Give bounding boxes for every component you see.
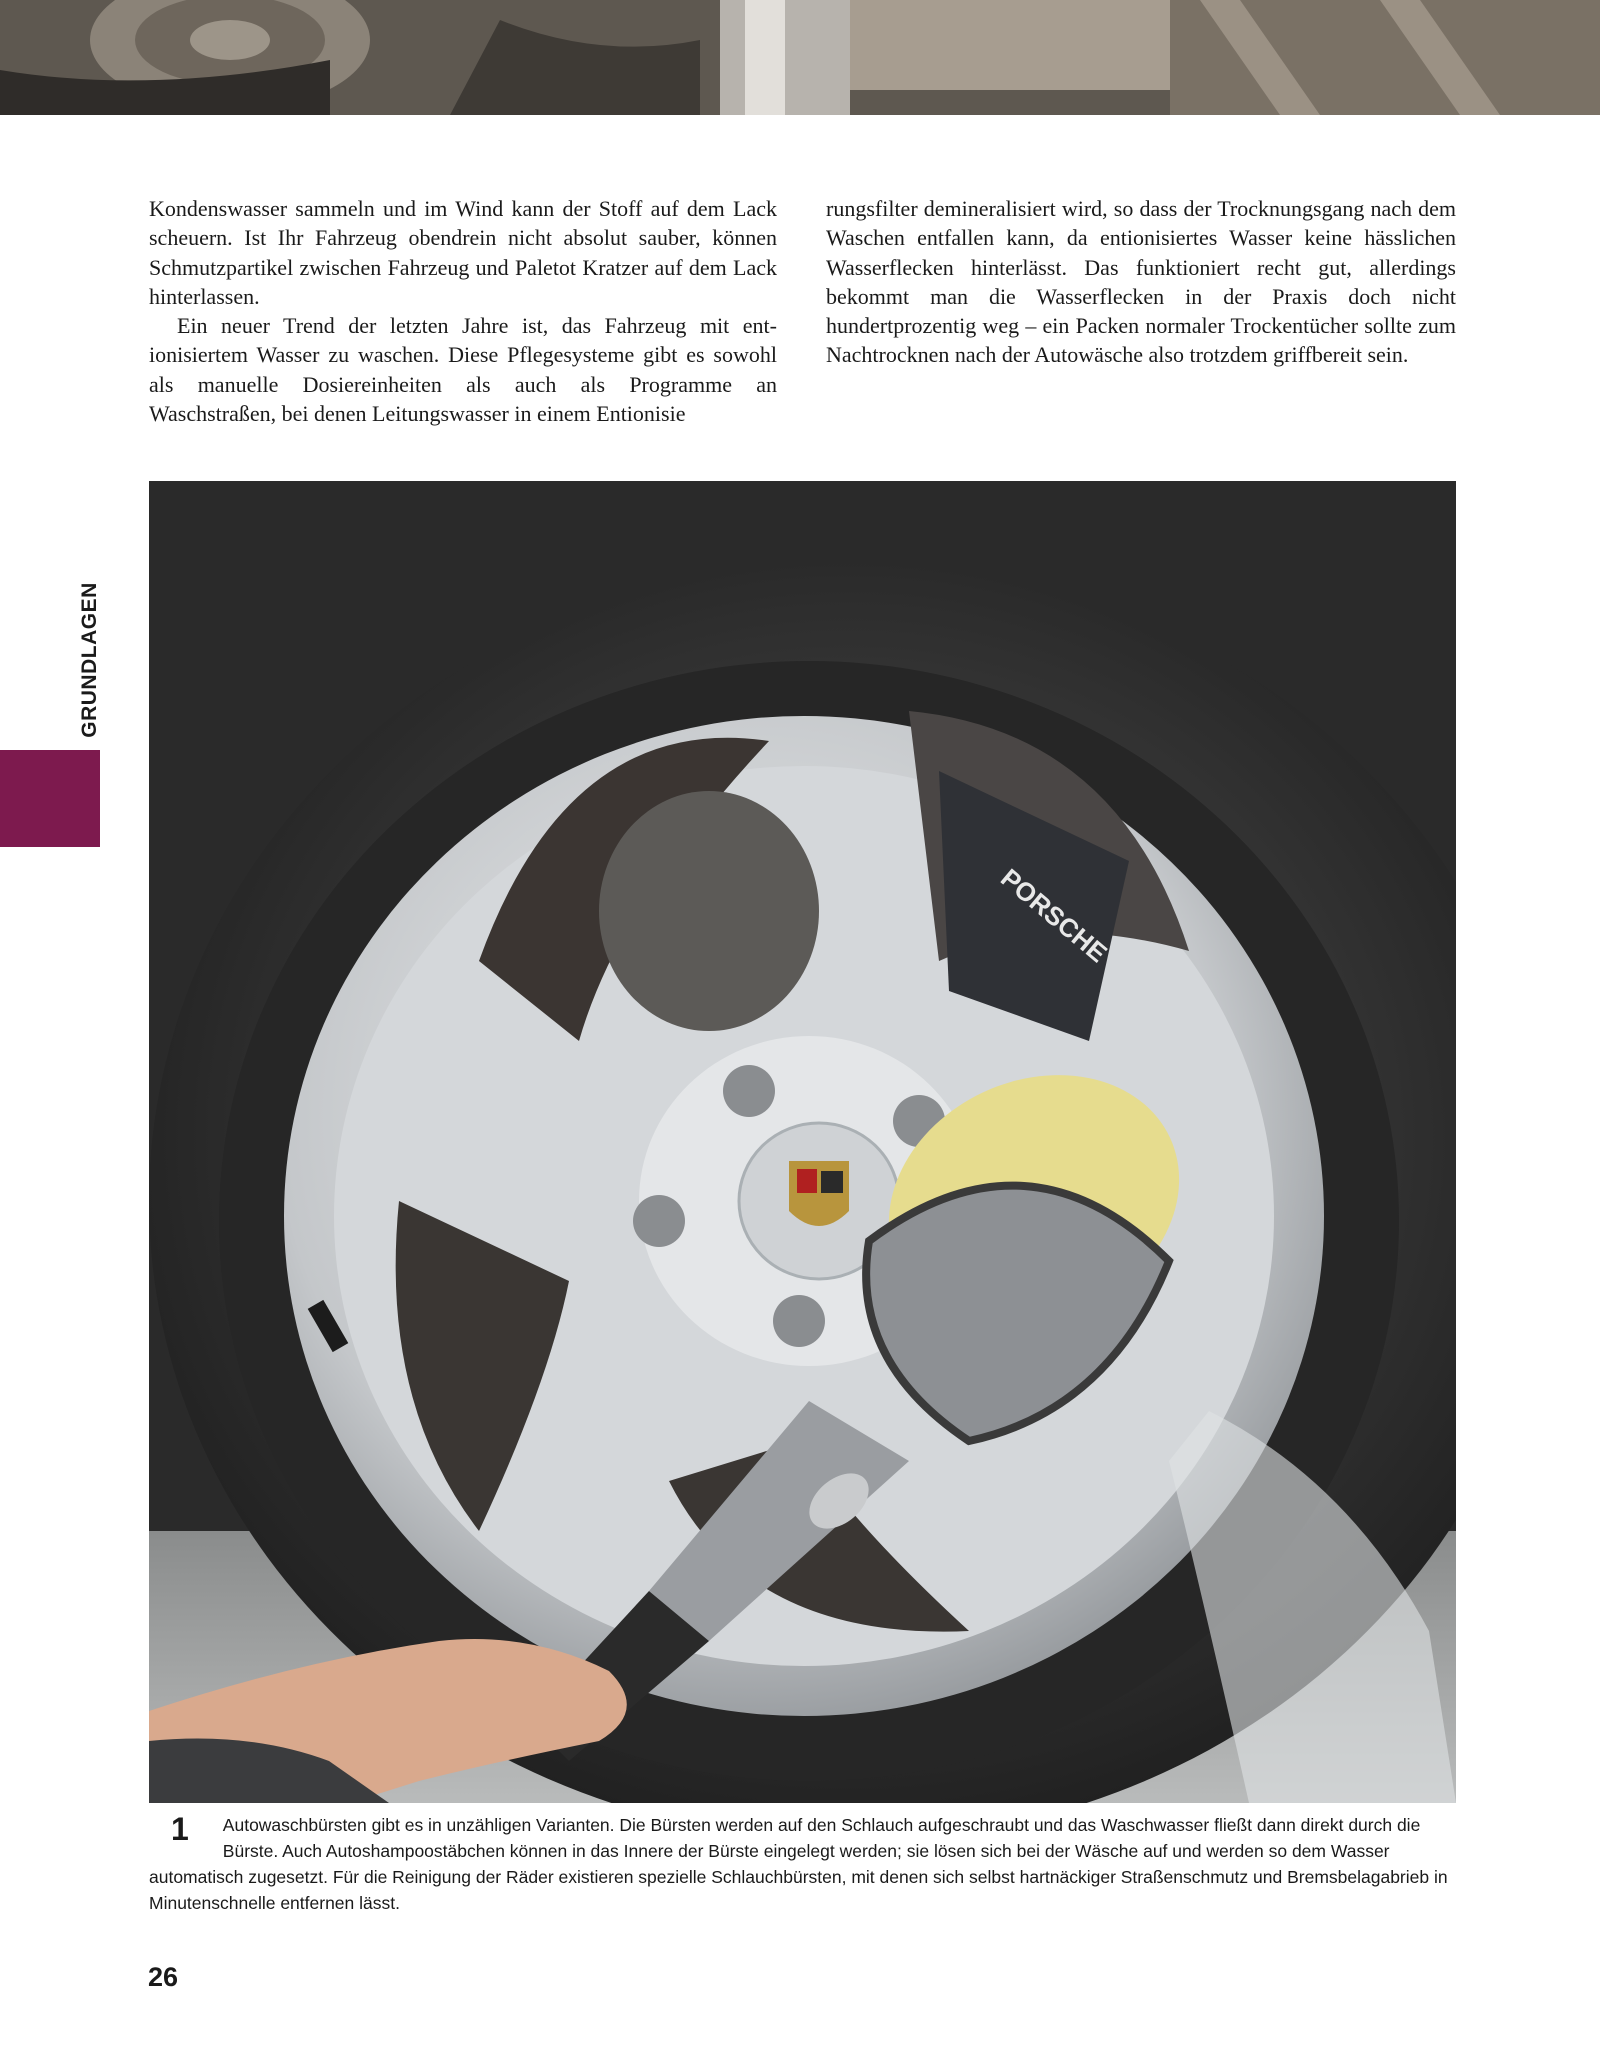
paragraph: Ein neuer Trend der letzten Jahre ist, das Fahrzeug mit entionisiertem Wasser zu waschen. Diese Pflegesysteme gibt es sowohl als manuelle Dosiereinheiten als auch als Programme an Waschstraßen, bei denen Leitungswasser in einem Entionisie — [149, 313, 777, 427]
section-tab-marker — [0, 750, 100, 847]
page-number: 26 — [148, 1962, 179, 1992]
paragraph: Kondenswasser sammeln und im Wind kann der Stoff auf dem Lack scheuern. Ist Ihr Fahrzeug obendrein nicht absolut sauber, können Schmutzpartikel zwischen Fahrzeug und Paletot Kratzer auf dem Lack hinterlassen. — [149, 196, 777, 309]
header-photo — [0, 0, 1600, 115]
caliper-brand-text: PORSCHE — [995, 862, 1113, 969]
paragraph: rungsfilter demineralisiert wird, so dass der Trocknungsgang nach dem Waschen entfallen kann, da entionisiertes Wasser keine hässlichen Wasserflecken hinterlässt. Das funktioniert recht gut, allerdings bekommt man die Wasserflecken in der Praxis doch nicht hundertprozentig weg – ein Packen normaler Trockentücher sollte zum Nachtrocknen nach der Autowäsche also trotzdem griffbereit sein. — [826, 196, 1456, 368]
body-column-left — [149, 194, 777, 428]
wheel-cleaning-photo — [149, 481, 1456, 1803]
body-column-right — [826, 194, 1456, 370]
section-tab — [70, 582, 110, 738]
engine-bay-illustration — [0, 0, 1600, 115]
caption-number: 1 — [171, 1811, 189, 1847]
figure-caption — [149, 1812, 1459, 1916]
section-tab-label: GRUNDLAGEN — [78, 582, 101, 738]
wheel-brush-illustration — [149, 481, 1456, 1803]
caption-text: Autowaschbürsten gibt es in unzähligen Varianten. Die Bürsten werden auf den Schlauch aufgeschraubt und das Waschwasser fließt dann direkt durch die Bürste. Auch Autoshampoostäbchen können in das Innere der Bürste eingelegt werden; sie lösen sich bei der Wäsche auf und werden so dem Wasser automatisch zugesetzt. Für die Reinigung der Räder existieren spezielle Schlauchbürsten, mit denen sich selbst hartnäckiger Straßenschmutz und Bremsbelagabrieb in Minutenschnelle entfernen lässt. — [149, 1815, 1448, 1913]
